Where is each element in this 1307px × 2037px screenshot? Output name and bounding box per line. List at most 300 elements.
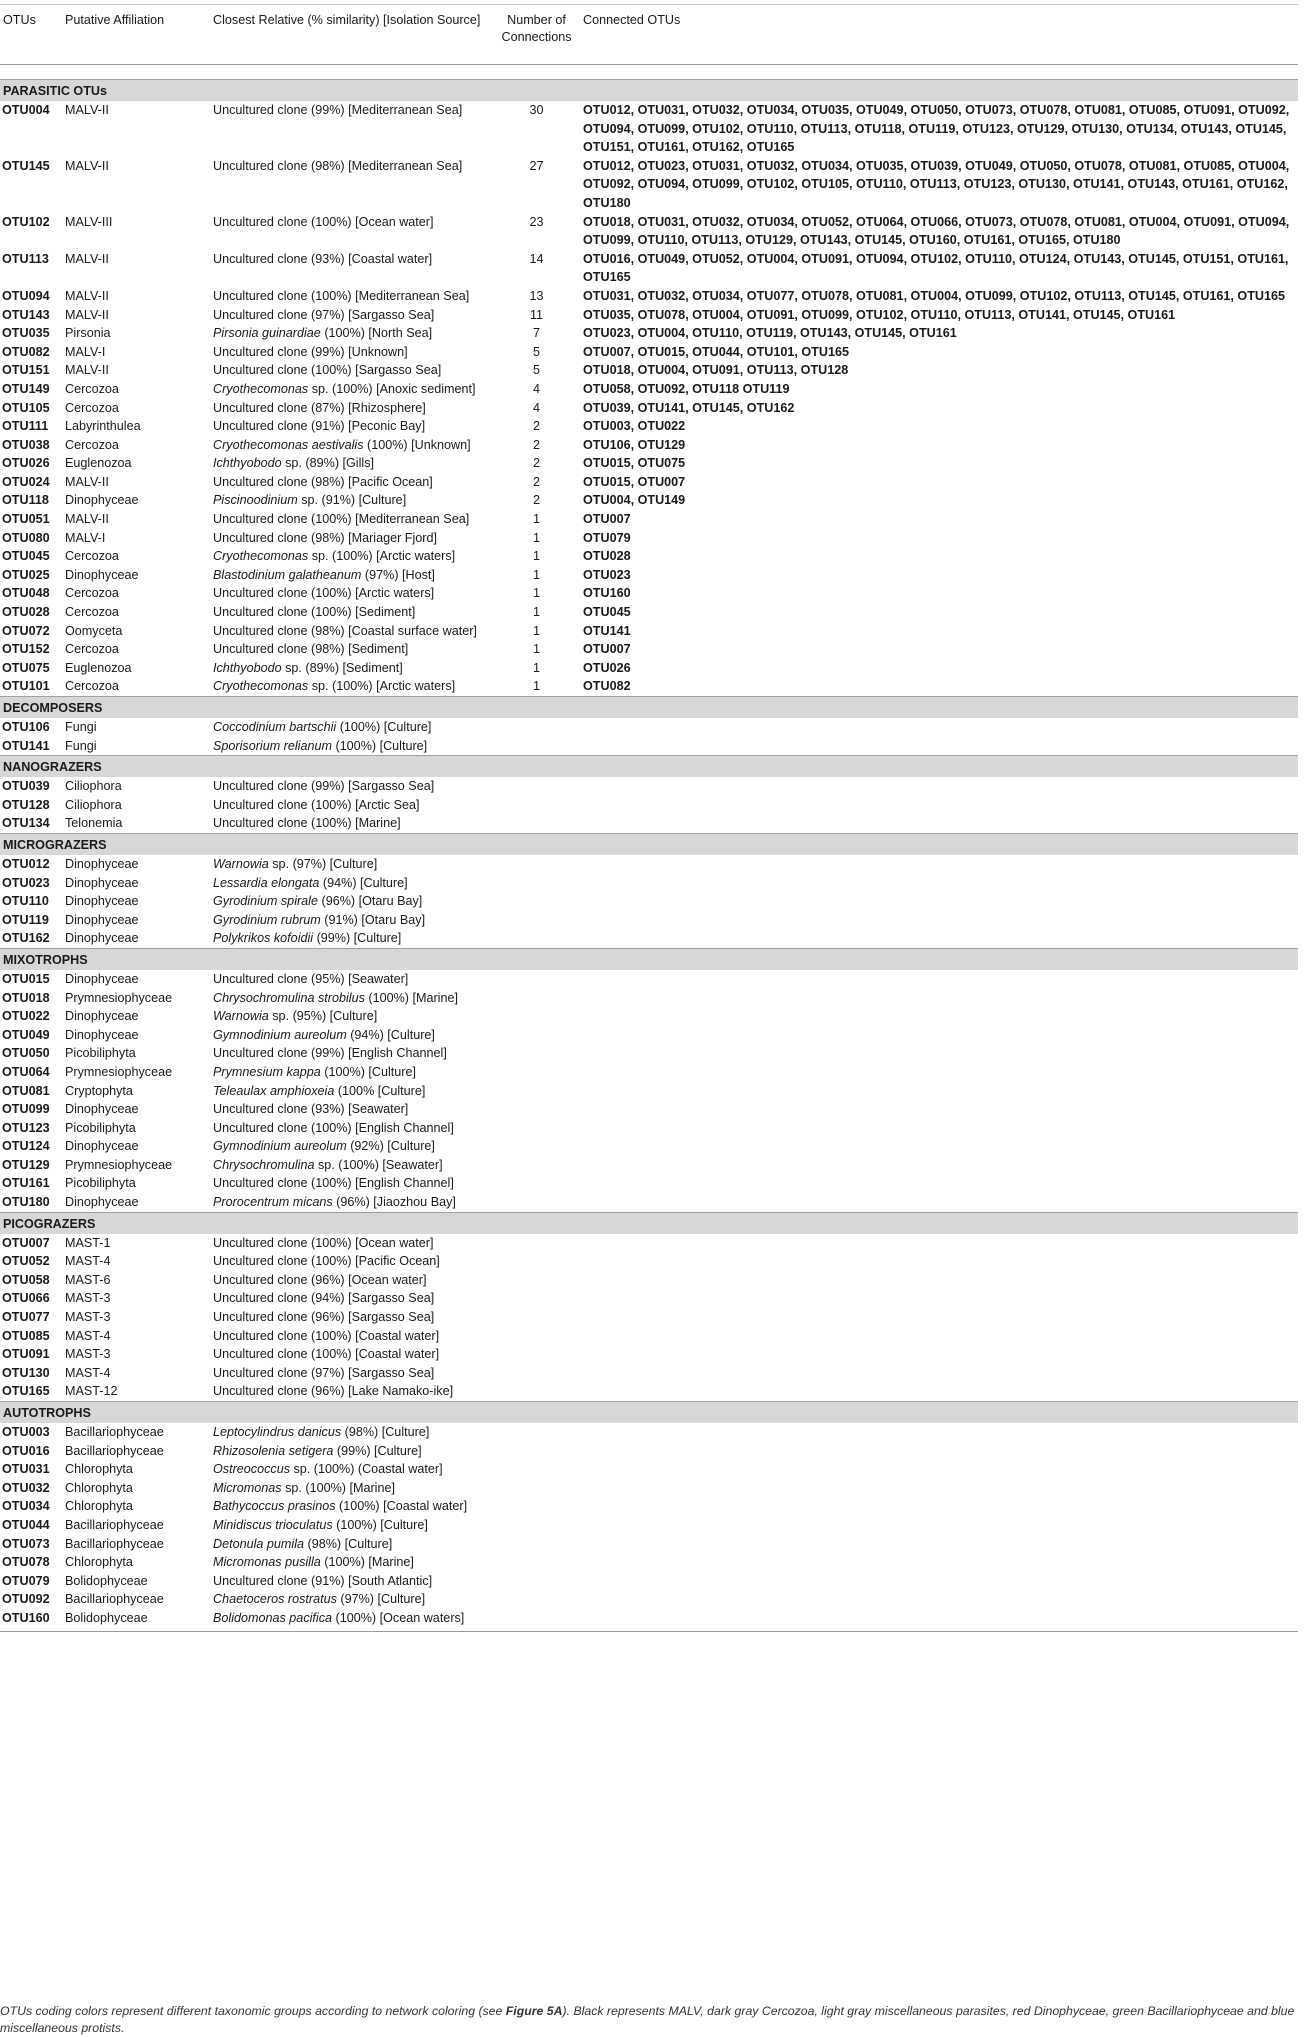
closest-relative-cell	[210, 436, 493, 455]
connections-count-cell	[493, 892, 580, 911]
closest-relative-cell	[210, 1479, 493, 1498]
connections-count-cell	[493, 929, 580, 948]
affiliation-cell: Cercozoa	[65, 549, 119, 564]
connections-count-cell	[493, 1497, 580, 1516]
species-name: Blastodinium galatheanum	[213, 567, 362, 582]
closest-relative-cell	[210, 417, 493, 436]
otu-id-cell: OTU044	[2, 1517, 50, 1532]
relative-detail: (100%) [Unknown]	[363, 437, 471, 452]
connections-count-cell	[493, 1423, 580, 1442]
otu-id-cell: OTU110	[2, 894, 49, 909]
species-name: Bolidomonas pacifica	[213, 1610, 333, 1625]
connected-otus-cell: OTU023, OTU004, OTU110, OTU119, OTU143, OTU145, OTU161	[583, 326, 957, 341]
affiliation-cell: Dinophyceae	[65, 856, 139, 871]
closest-relative-cell	[210, 101, 493, 157]
table-body	[0, 80, 1298, 1632]
affiliation-cell: Fungi	[65, 738, 97, 753]
affiliation-cell: Cercozoa	[65, 400, 119, 415]
relative-detail: (92%) [Culture]	[346, 1139, 435, 1154]
relative-detail: Uncultured clone (100%) [Arctic waters]	[213, 586, 435, 601]
header-spacer	[0, 65, 1298, 80]
connections-count-cell: 2	[532, 493, 540, 508]
relative-detail: (94%) [Culture]	[346, 1027, 435, 1042]
species-name: Gymnodinium aureolum	[213, 1139, 347, 1154]
connected-otus-cell: OTU004, OTU149	[583, 493, 686, 508]
connected-otus-cell	[580, 1572, 1298, 1591]
otu-network-table	[0, 4, 1298, 1632]
otu-id-cell: OTU058	[2, 1272, 50, 1287]
affiliation-cell: Picobiliphyta	[65, 1120, 136, 1135]
closest-relative-cell	[210, 1345, 493, 1364]
table-row	[0, 1100, 1298, 1119]
closest-relative-cell	[210, 1119, 493, 1138]
otu-id-cell: OTU003	[2, 1425, 50, 1439]
table-row	[0, 157, 1298, 213]
species-name: Rhizosolenia setigera	[213, 1443, 334, 1458]
connections-count-cell	[493, 1252, 580, 1271]
closest-relative-cell	[210, 737, 493, 756]
connected-otus-cell	[580, 718, 1298, 737]
connected-otus-cell	[580, 911, 1298, 930]
affiliation-cell: MALV-I	[65, 530, 106, 545]
affiliation-cell: MALV-II	[65, 474, 109, 489]
otu-id-cell: OTU078	[2, 1555, 50, 1570]
connections-count-cell	[493, 874, 580, 893]
connected-otus-cell: OTU160	[583, 586, 631, 601]
connected-otus-cell: OTU082	[583, 679, 631, 694]
connected-otus-cell: OTU045	[583, 605, 631, 620]
connected-otus-cell: OTU007	[583, 512, 631, 527]
otu-id-cell: OTU094	[2, 288, 50, 303]
closest-relative-cell	[210, 796, 493, 815]
closest-relative-cell	[210, 777, 493, 796]
connected-otus-cell	[580, 1252, 1298, 1271]
closest-relative-cell	[210, 1193, 493, 1212]
connected-otus-cell	[580, 1516, 1298, 1535]
connections-count-cell: 1	[532, 567, 540, 582]
affiliation-cell: Fungi	[65, 720, 97, 734]
relative-detail: Uncultured clone (95%) [Seawater]	[213, 971, 409, 986]
section-header-row	[0, 948, 1298, 970]
table-row	[0, 1590, 1298, 1609]
affiliation-cell: Ciliophora	[65, 797, 122, 812]
affiliation-cell: Dinophyceae	[65, 894, 139, 909]
otu-id-cell: OTU075	[2, 660, 50, 675]
closest-relative-cell	[210, 1609, 493, 1631]
table-header-row	[0, 5, 1298, 65]
connections-count-cell	[493, 777, 580, 796]
otu-id-cell: OTU113	[2, 251, 49, 266]
table-row	[0, 584, 1298, 603]
relative-detail: Uncultured clone (98%) [Pacific Ocean]	[213, 474, 433, 489]
connections-count-cell: 1	[532, 660, 540, 675]
table-row	[0, 911, 1298, 930]
relative-detail: Uncultured clone (100%) [Marine]	[213, 816, 401, 831]
closest-relative-cell	[210, 814, 493, 833]
affiliation-cell: MALV-II	[65, 307, 109, 322]
closest-relative-cell	[210, 343, 493, 362]
table-row	[0, 718, 1298, 737]
header-number-of-connections: Number of Connections	[493, 5, 580, 65]
relative-detail: (98%) [Culture]	[304, 1536, 393, 1551]
relative-detail: Uncultured clone (99%) [Sargasso Sea]	[213, 779, 435, 794]
species-name: Prorocentrum micans	[213, 1195, 333, 1210]
otu-id-cell: OTU025	[2, 567, 50, 582]
otu-id-cell: OTU038	[2, 437, 50, 452]
relative-detail: sp. (100%) [Arctic waters]	[308, 679, 456, 694]
connections-count-cell: 23	[529, 214, 544, 229]
closest-relative-cell	[210, 1063, 493, 1082]
connections-count-cell: 1	[532, 530, 540, 545]
otu-id-cell: OTU050	[2, 1046, 50, 1061]
connections-count-cell	[493, 1572, 580, 1591]
section-title: DECOMPOSERS	[0, 697, 1298, 719]
connections-count-cell	[493, 1234, 580, 1253]
relative-detail: Uncultured clone (100%) [Sargasso Sea]	[213, 363, 442, 378]
connected-otus-cell	[580, 1308, 1298, 1327]
otu-id-cell: OTU091	[2, 1347, 50, 1362]
connections-count-cell	[493, 737, 580, 756]
otu-id-cell: OTU031	[2, 1462, 50, 1477]
affiliation-cell: Cryptophyta	[65, 1083, 133, 1098]
closest-relative-cell	[210, 855, 493, 874]
otu-id-cell: OTU152	[2, 642, 50, 657]
otu-id-cell: OTU151	[2, 363, 50, 378]
affiliation-cell: Bacillariophyceae	[65, 1443, 164, 1458]
connected-otus-cell	[580, 737, 1298, 756]
connections-count-cell: 1	[532, 512, 540, 527]
relative-detail: Uncultured clone (91%) [Peconic Bay]	[213, 419, 426, 434]
otu-id-cell: OTU015	[2, 971, 50, 986]
closest-relative-cell	[210, 1156, 493, 1175]
section-header-row	[0, 1402, 1298, 1424]
affiliation-cell: Bacillariophyceae	[65, 1517, 164, 1532]
otu-id-cell: OTU085	[2, 1328, 50, 1343]
species-name: Pirsonia guinardiae	[213, 326, 321, 341]
otu-id-cell: OTU134	[2, 816, 50, 831]
otu-id-cell: OTU123	[2, 1120, 50, 1135]
connected-otus-cell: OTU012, OTU031, OTU032, OTU034, OTU035, OTU049, OTU050, OTU073, OTU078, OTU081, OTU085, OTU091, OTU092, OTU094, OTU099, OTU102, OTU110, OTU113, OTU118, OTU119, OTU123, OTU129, OTU130, OTU134, OTU143, OTU145, OTU151, OTU161, OTU162, OTU165	[583, 103, 1290, 155]
affiliation-cell: MALV-II	[65, 288, 109, 303]
affiliation-cell: Telonemia	[65, 816, 123, 831]
species-name: Gymnodinium aureolum	[213, 1027, 347, 1042]
relative-detail: (97%) [Culture]	[336, 1592, 426, 1607]
relative-detail: (94%) [Culture]	[319, 875, 408, 890]
connections-count-cell	[493, 1327, 580, 1346]
otu-id-cell: OTU080	[2, 530, 50, 545]
connected-otus-cell	[580, 1119, 1298, 1138]
affiliation-cell: Dinophyceae	[65, 875, 139, 890]
affiliation-cell: Dinophyceae	[65, 567, 139, 582]
connected-otus-cell: OTU018, OTU004, OTU091, OTU113, OTU128	[583, 363, 849, 378]
table-row	[0, 1007, 1298, 1026]
relative-detail: (100%) [Coastal water]	[335, 1499, 468, 1514]
affiliation-cell: Chlorophyta	[65, 1499, 133, 1514]
connections-count-cell: 14	[529, 251, 544, 266]
closest-relative-cell	[210, 1535, 493, 1554]
otu-id-cell: OTU130	[2, 1365, 50, 1380]
connections-count-cell: 1	[532, 642, 540, 657]
connections-count-cell	[493, 1193, 580, 1212]
table-row	[0, 1516, 1298, 1535]
connections-count-cell	[493, 1026, 580, 1045]
relative-detail: sp. (100%) [Marine]	[281, 1480, 395, 1495]
closest-relative-cell	[210, 1100, 493, 1119]
connected-otus-cell	[580, 1271, 1298, 1290]
table-row	[0, 1119, 1298, 1138]
closest-relative-cell	[210, 718, 493, 737]
relative-detail: Uncultured clone (100%) [Pacific Ocean]	[213, 1254, 440, 1269]
otu-id-cell: OTU106	[2, 720, 50, 734]
otu-id-cell: OTU048	[2, 586, 50, 601]
otu-id-cell: OTU072	[2, 623, 50, 638]
connected-otus-cell	[580, 1007, 1298, 1026]
closest-relative-cell	[210, 1516, 493, 1535]
otu-id-cell: OTU064	[2, 1064, 50, 1079]
connected-otus-cell	[580, 796, 1298, 815]
table-row	[0, 399, 1298, 418]
connections-count-cell	[493, 1100, 580, 1119]
relative-detail: Uncultured clone (87%) [Rhizosphere]	[213, 400, 426, 415]
relative-detail: (99%) [Culture]	[313, 931, 402, 946]
relative-detail: sp. (100%) [Seawater]	[314, 1157, 443, 1172]
relative-detail: Uncultured clone (100%) [Mediterranean Sea]	[213, 512, 470, 527]
affiliation-cell: Dinophyceae	[65, 1102, 139, 1117]
section-header-row	[0, 1212, 1298, 1234]
relative-detail: sp. (91%) [Culture]	[297, 493, 407, 508]
connections-count-cell: 1	[532, 623, 540, 638]
connections-count-cell	[493, 1553, 580, 1572]
table-row	[0, 677, 1298, 696]
connections-count-cell	[493, 911, 580, 930]
closest-relative-cell	[210, 1026, 493, 1045]
relative-detail: sp. (89%) [Sediment]	[281, 660, 403, 675]
closest-relative-cell	[210, 911, 493, 930]
table-row	[0, 1479, 1298, 1498]
species-name: Ostreococcus	[213, 1462, 290, 1477]
connected-otus-cell	[580, 1364, 1298, 1383]
connected-otus-cell	[580, 1137, 1298, 1156]
table-row	[0, 1044, 1298, 1063]
affiliation-cell: Dinophyceae	[65, 1009, 139, 1024]
connections-count-cell	[493, 1119, 580, 1138]
table-row	[0, 1252, 1298, 1271]
connections-count-cell: 4	[532, 381, 540, 396]
table-row	[0, 1082, 1298, 1101]
connected-otus-cell	[580, 1590, 1298, 1609]
connections-count-cell	[493, 718, 580, 737]
relative-detail: (91%) [Otaru Bay]	[320, 912, 426, 927]
affiliation-cell: Bolidophyceae	[65, 1573, 148, 1588]
closest-relative-cell	[210, 677, 493, 696]
species-name: Micromonas pusilla	[213, 1555, 321, 1570]
connections-count-cell	[493, 1364, 580, 1383]
relative-detail: Uncultured clone (99%) [English Channel]	[213, 1046, 447, 1061]
relative-detail: (98%) [Culture]	[341, 1425, 430, 1439]
affiliation-cell: Euglenozoa	[65, 456, 132, 471]
table-row	[0, 1137, 1298, 1156]
table-row	[0, 1156, 1298, 1175]
connections-count-cell	[493, 1382, 580, 1401]
connected-otus-cell: OTU141	[583, 623, 631, 638]
connections-count-cell	[493, 1156, 580, 1175]
affiliation-cell: Labyrinthulea	[65, 419, 141, 434]
otu-id-cell: OTU099	[2, 1102, 50, 1117]
closest-relative-cell	[210, 1289, 493, 1308]
table-row	[0, 436, 1298, 455]
affiliation-cell: MAST-3	[65, 1310, 111, 1325]
relative-detail: sp. (97%) [Culture]	[268, 856, 378, 871]
connections-count-cell: 11	[529, 307, 544, 322]
relative-detail: Uncultured clone (100%) [Mediterranean Sea]	[213, 288, 470, 303]
connected-otus-cell: OTU015, OTU075	[583, 456, 686, 471]
connected-otus-cell	[580, 1234, 1298, 1253]
table-row	[0, 1308, 1298, 1327]
closest-relative-cell	[210, 659, 493, 678]
affiliation-cell: Chlorophyta	[65, 1480, 133, 1495]
table-row	[0, 970, 1298, 989]
closest-relative-cell	[210, 306, 493, 325]
table-row	[0, 1364, 1298, 1383]
table-row	[0, 737, 1298, 756]
connected-otus-cell	[580, 1327, 1298, 1346]
affiliation-cell: MALV-III	[65, 214, 113, 229]
table-row	[0, 929, 1298, 948]
closest-relative-cell	[210, 1174, 493, 1193]
affiliation-cell: MAST-4	[65, 1365, 111, 1380]
table-row	[0, 855, 1298, 874]
section-header-row	[0, 697, 1298, 719]
affiliation-cell: Bacillariophyceae	[65, 1425, 164, 1439]
otu-id-cell: OTU007	[2, 1235, 50, 1250]
connected-otus-cell	[580, 1460, 1298, 1479]
table-row	[0, 510, 1298, 529]
connected-otus-cell	[580, 1156, 1298, 1175]
closest-relative-cell	[210, 1553, 493, 1572]
species-name: Cryothecomonas	[213, 679, 309, 694]
connected-otus-cell: OTU016, OTU049, OTU052, OTU004, OTU091, OTU094, OTU102, OTU110, OTU124, OTU143, OTU145, OTU151, OTU161, OTU165	[583, 251, 1289, 285]
connected-otus-cell	[580, 989, 1298, 1008]
affiliation-cell: MALV-II	[65, 158, 109, 173]
otu-id-cell: OTU111	[2, 419, 49, 434]
connections-count-cell	[493, 989, 580, 1008]
affiliation-cell: Bolidophyceae	[62, 1609, 210, 1631]
connections-count-cell: 1	[532, 605, 540, 620]
species-name: Cryothecomonas aestivalis	[213, 437, 364, 452]
relative-detail: Uncultured clone (98%) [Mariager Fjord]	[213, 530, 437, 545]
table-row	[0, 547, 1298, 566]
relative-detail: Uncultured clone (100%) [Arctic Sea]	[213, 797, 420, 812]
species-name: Chrysochromulina	[213, 1157, 315, 1172]
affiliation-cell: Dinophyceae	[65, 912, 139, 927]
connections-count-cell	[493, 1460, 580, 1479]
connections-count-cell: 2	[532, 419, 540, 434]
relative-detail: Uncultured clone (96%) [Sargasso Sea]	[213, 1310, 435, 1325]
otu-id-cell: OTU032	[2, 1480, 50, 1495]
species-name: Lessardia elongata	[213, 875, 320, 890]
relative-detail: Uncultured clone (100%) [Ocean water]	[213, 214, 434, 229]
species-name: Bathycoccus prasinos	[213, 1499, 336, 1514]
header-closest-relative: Closest Relative (% similarity) [Isolation Source]	[210, 5, 493, 65]
relative-detail: Uncultured clone (93%) [Seawater]	[213, 1102, 409, 1117]
table-row	[0, 1460, 1298, 1479]
species-name: Warnowia	[213, 856, 269, 871]
connected-otus-cell: OTU035, OTU078, OTU004, OTU091, OTU099, OTU102, OTU110, OTU113, OTU141, OTU145, OTU161	[583, 307, 1176, 322]
closest-relative-cell	[210, 566, 493, 585]
relative-detail: Uncultured clone (93%) [Coastal water]	[213, 251, 433, 266]
otu-id-cell: OTU149	[2, 381, 50, 396]
table-row	[0, 566, 1298, 585]
table-row	[0, 1026, 1298, 1045]
relative-detail: sp. (100%) [Arctic waters]	[308, 549, 456, 564]
connections-count-cell	[493, 1137, 580, 1156]
connections-count-cell: 1	[532, 586, 540, 601]
relative-detail: (100% [Culture]	[334, 1083, 426, 1098]
connected-otus-cell	[580, 929, 1298, 948]
species-name: Detonula pumila	[213, 1536, 305, 1551]
relative-detail: Uncultured clone (94%) [Sargasso Sea]	[213, 1291, 435, 1306]
section-title: NANOGRAZERS	[0, 756, 1298, 778]
connections-count-cell	[493, 1479, 580, 1498]
affiliation-cell: Dinophyceae	[65, 1027, 139, 1042]
connections-count-cell	[493, 1609, 580, 1631]
header-otus: OTUs	[0, 5, 62, 65]
table-row	[0, 380, 1298, 399]
affiliation-cell: Dinophyceae	[65, 1139, 139, 1154]
connected-otus-cell: OTU031, OTU032, OTU034, OTU077, OTU078, OTU081, OTU004, OTU099, OTU102, OTU113, OTU145, OTU161, OTU165	[583, 288, 1286, 303]
affiliation-cell: Euglenozoa	[65, 660, 132, 675]
otu-id-cell: OTU079	[2, 1573, 50, 1588]
connected-otus-cell: OTU023	[583, 567, 631, 582]
connections-count-cell	[493, 1535, 580, 1554]
closest-relative-cell	[210, 157, 493, 213]
table-row	[0, 287, 1298, 306]
table-row	[0, 529, 1298, 548]
connected-otus-cell	[580, 892, 1298, 911]
connected-otus-cell: OTU007, OTU015, OTU044, OTU101, OTU165	[583, 344, 849, 359]
otu-id-cell: OTU051	[2, 512, 50, 527]
otu-id-cell: OTU022	[2, 1009, 50, 1024]
otu-id-cell: OTU118	[2, 493, 49, 508]
relative-detail: (100%) [Culture]	[332, 1517, 428, 1532]
table-row	[0, 343, 1298, 362]
connections-count-cell: 5	[532, 344, 540, 359]
connected-otus-cell	[580, 1609, 1298, 1631]
otu-id-cell: OTU160	[0, 1609, 62, 1631]
otu-id-cell: OTU024	[2, 474, 50, 489]
connected-otus-cell: OTU007	[583, 642, 631, 657]
otu-id-cell: OTU073	[2, 1536, 50, 1551]
relative-detail: Uncultured clone (97%) [Sargasso Sea]	[213, 1365, 435, 1380]
species-name: Leptocylindrus danicus	[213, 1425, 342, 1439]
connected-otus-cell	[580, 1442, 1298, 1461]
closest-relative-cell	[210, 473, 493, 492]
relative-detail: Uncultured clone (91%) [South Atlantic]	[213, 1573, 433, 1588]
relative-detail: Uncultured clone (99%) [Unknown]	[213, 344, 408, 359]
relative-detail: Uncultured clone (100%) [Sediment]	[213, 605, 416, 620]
relative-detail: Uncultured clone (98%) [Mediterranean Sea]	[213, 158, 463, 173]
connected-otus-cell	[580, 1289, 1298, 1308]
species-name: Sporisorium relianum	[213, 738, 332, 753]
affiliation-cell: Dinophyceae	[65, 1195, 139, 1210]
connected-otus-cell	[580, 1100, 1298, 1119]
otu-id-cell: OTU165	[2, 1384, 50, 1399]
table-row	[0, 417, 1298, 436]
closest-relative-cell	[210, 1423, 493, 1442]
otu-id-cell: OTU081	[2, 1083, 50, 1098]
relative-detail: (99%) [Culture]	[333, 1443, 422, 1458]
section-header-row	[0, 833, 1298, 855]
